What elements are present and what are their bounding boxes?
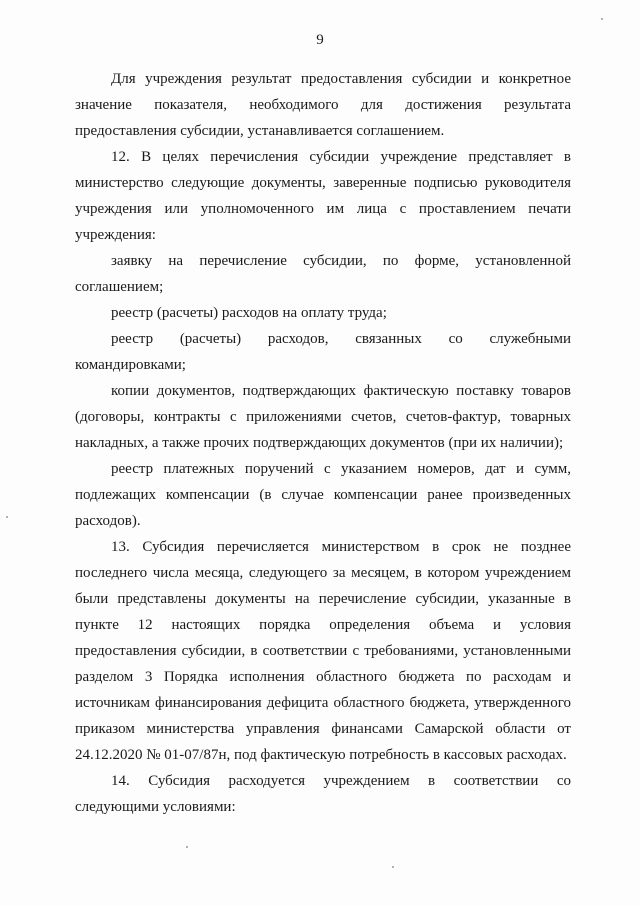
text-line: командировками; <box>75 357 186 373</box>
scan-speck <box>601 18 603 20</box>
paragraph <box>75 300 571 326</box>
text-line: министерство следующие документы, заверенные подписью руководителя <box>75 175 571 191</box>
text-line: реестр платежных поручений с указанием номеров, дат и сумм, <box>111 461 571 477</box>
text-line: предоставления субсидии, в соответствии с требованиями, установленными <box>75 643 571 659</box>
text-line: приказом министерства управления финансами Самарской области от <box>75 721 571 737</box>
paragraph <box>75 768 571 820</box>
text-line: значение показателя, необходимого для достижения результата <box>75 97 571 113</box>
text-line: учреждения или уполномоченного им лица с проставлением печати <box>75 201 571 217</box>
text-line: источникам финансирования дефицита областного бюджета, утвержденного <box>75 695 571 711</box>
text-line: разделом 3 Порядка исполнения областного бюджета по расходам и <box>75 669 571 685</box>
text-line: 13. Субсидия перечисляется министерством в срок не позднее <box>111 539 571 555</box>
paragraph <box>75 534 571 768</box>
text-line: Для учреждения результат предоставления субсидии и конкретное <box>111 71 571 87</box>
text-line: копии документов, подтверждающих фактическую поставку товаров <box>111 383 571 399</box>
text-line: (договоры, контракты с приложениями счетов, счетов-фактур, товарных <box>75 409 571 425</box>
text-line: подлежащих компенсации (в случае компенсации ранее произведенных <box>75 487 571 503</box>
text-line: учреждения: <box>75 227 156 243</box>
text-line: заявку на перечисление субсидии, по форме, установленной <box>111 253 571 269</box>
text-line: пункте 12 настоящих порядка определения объема и условия <box>75 617 571 633</box>
text-line: реестр (расчеты) расходов, связанных со служебными <box>111 331 571 347</box>
text-line: соглашением; <box>75 279 164 295</box>
paragraph <box>75 456 571 534</box>
text-line: 12. В целях перечисления субсидии учреждение представляет в <box>111 149 571 165</box>
text-line: реестр (расчеты) расходов на оплату труда; <box>111 305 387 321</box>
text-line: 14. Субсидия расходуется учреждением в соответствии со <box>111 773 571 789</box>
text-line: 24.12.2020 № 01-07/87н, под фактическую потребность в кассовых расходах. <box>75 747 567 763</box>
page-number: 9 <box>316 32 324 48</box>
scan-speck <box>186 846 188 848</box>
scan-speck <box>392 866 394 868</box>
paragraph <box>75 248 571 300</box>
paragraph <box>75 326 571 378</box>
text-line: были представлены документы на перечисление субсидии, указанные в <box>75 591 571 607</box>
paragraph <box>75 378 571 456</box>
text-line: следующими условиями: <box>75 799 236 815</box>
text-line: расходов). <box>75 513 141 529</box>
scan-speck <box>6 516 8 518</box>
text-line: последнего числа месяца, следующего за месяцем, в котором учреждением <box>75 565 571 581</box>
text-line: накладных, а также прочих подтверждающих документов (при их наличии); <box>75 435 564 451</box>
paragraph <box>75 66 571 144</box>
document-body <box>75 66 571 820</box>
paragraph <box>75 144 571 248</box>
text-line: предоставления субсидии, устанавливается соглашением. <box>75 123 445 139</box>
